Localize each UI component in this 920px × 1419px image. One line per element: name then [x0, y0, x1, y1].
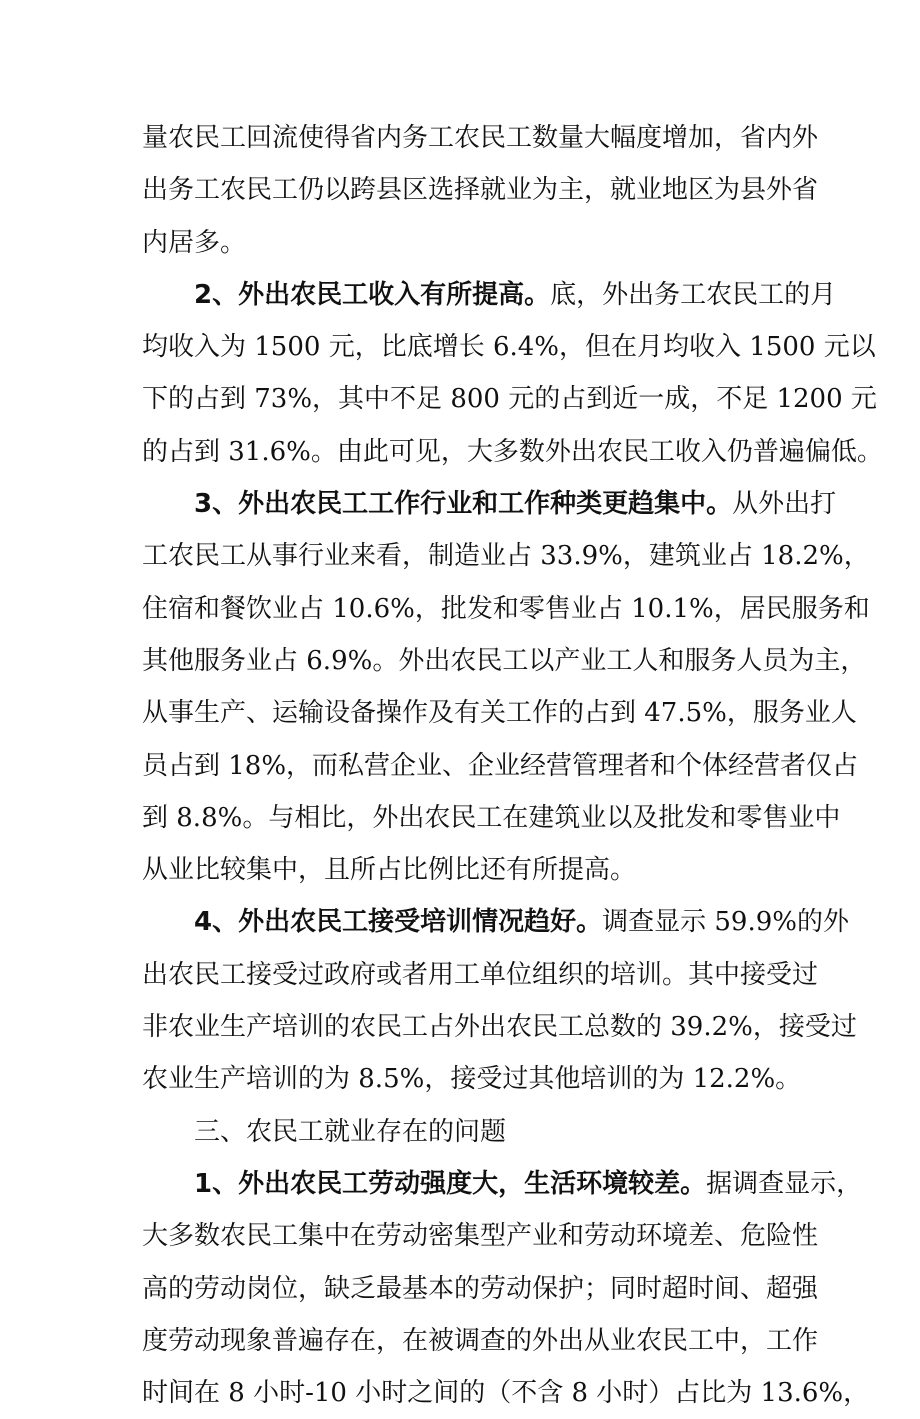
text-line: 高的劳动岗位，缺乏最基本的劳动保护；同时超时间、超强 — [142, 1273, 819, 1304]
text-line: 住宿和餐饮业占 10.6%，批发和零售业占 10.1%，居民服务和 — [142, 593, 870, 624]
text-line: 其他服务业占 6.9%。外出农民工以产业工人和服务人员为主， — [142, 645, 867, 676]
text-line: 从业比较集中，且所占比例比还有所提高。 — [142, 855, 637, 886]
paragraph-text: 调查显示 59.9%的外 — [602, 907, 849, 938]
document-page — [142, 112, 883, 1419]
section-title: 三、农民工就业存在的问题 — [194, 1116, 507, 1147]
text-line: 到 8.8%。与相比，外出农民工在建筑业以及批发和零售业中 — [142, 802, 841, 833]
text-line: 农业生产培训的为 8.5%，接受过其他培训的为 12.2%。 — [142, 1064, 802, 1095]
text-line: 时间在 8 小时-10 小时之间的（不含 8 小时）占比为 13.6%， — [142, 1378, 870, 1409]
text-line: 均收入为 1500 元，比底增长 6.4%，但在月均收入 1500 元以 — [142, 332, 876, 363]
paragraph-heading: 2、外出农民工收入有所提高。 — [194, 279, 551, 310]
paragraph-heading: 3、外出农民工工作行业和工作种类更趋集中。 — [194, 489, 733, 520]
text-line: 非农业生产培训的农民工占外出农民工总数的 39.2%，接受过 — [142, 1012, 857, 1043]
paragraph-heading: 4、外出农民工接受培训情况趋好。 — [194, 907, 603, 938]
paragraph-text: 据调查显示， — [706, 1168, 863, 1199]
text-line: 从事生产、运输设备操作及有关工作的占到 47.5%，服务业人 — [142, 698, 857, 729]
paragraph-first-line — [142, 896, 849, 948]
text-line: 量农民工回流使得省内务工农民工数量大幅度增加，省内外 — [142, 123, 819, 153]
paragraph-first-line — [142, 269, 837, 321]
text-line: 出务工农民工仍以跨县区选择就业为主，就业地区为县外省 — [142, 175, 819, 206]
paragraph-text: 从外出打 — [732, 489, 837, 520]
text-line: 的占到 31.6%。由此可见，大多数外出农民工收入仍普遍偏低。 — [142, 436, 883, 467]
paragraph-first-line — [142, 1158, 863, 1210]
text-line: 员占到 18%，而私营企业、企业经营管理者和个体经营者仅占 — [142, 750, 859, 781]
paragraph-text: 底，外出务工农民工的月 — [550, 279, 837, 310]
text-line: 内居多。 — [142, 227, 247, 258]
text-line: 大多数农民工集中在劳动密集型产业和劳动环境差、危险性 — [142, 1221, 819, 1252]
paragraph-first-line — [142, 478, 837, 530]
text-line: 工农民工从事行业来看，制造业占 33.9%，建筑业占 18.2%， — [142, 541, 870, 572]
paragraph-heading: 1、外出农民工劳动强度大，生活环境较差。 — [194, 1168, 707, 1199]
text-line: 下的占到 73%，其中不足 800 元的占到近一成，不足 1200 元 — [142, 384, 877, 415]
text-line: 度劳动现象普遍存在，在被调查的外出从业农民工中，工作 — [142, 1325, 819, 1356]
text-line: 出农民工接受过政府或者用工单位组织的培训。其中接受过 — [142, 959, 819, 990]
